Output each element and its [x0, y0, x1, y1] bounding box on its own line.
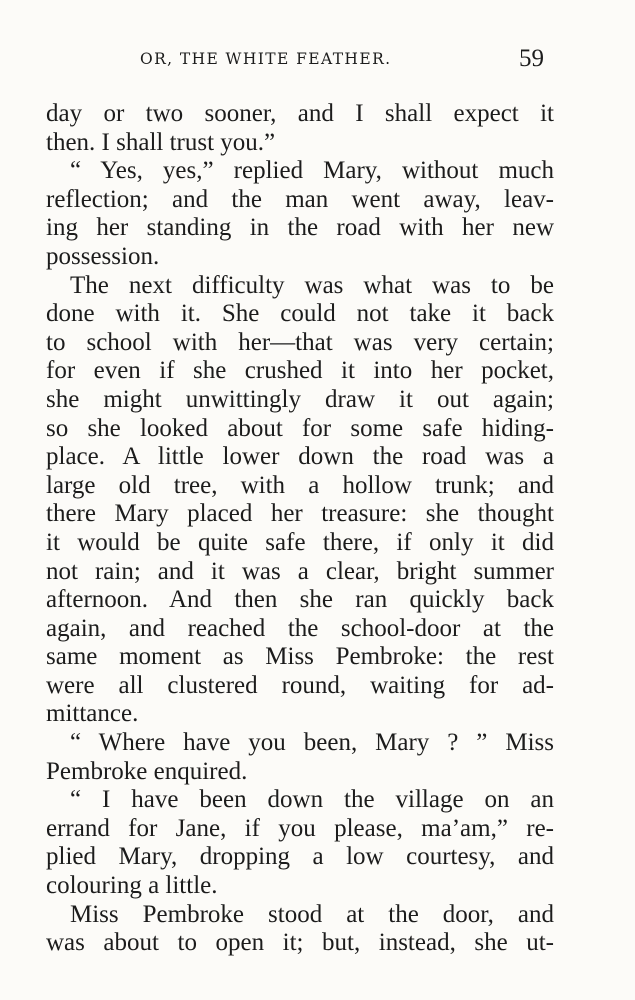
text-line: again, and reached the school-door at the: [46, 614, 554, 642]
body-text: [46, 100, 554, 958]
text-line: The next difficulty was what was to be: [70, 271, 554, 299]
page-number: 59: [519, 45, 544, 72]
text-line: Miss Pembroke stood at the door, and: [70, 900, 554, 928]
text-line: reflection; and the man went away, leav-: [46, 185, 554, 213]
text-line: there Mary placed her treasure: she thought: [46, 500, 554, 528]
text-line: possession.: [46, 242, 160, 270]
running-head: OR, THE WHITE FEATHER.: [140, 50, 392, 68]
text-line: “ Where have you been, Mary ? ” Miss: [70, 729, 554, 757]
text-line: plied Mary, dropping a low courtesy, and: [46, 843, 554, 871]
text-line: for even if she crushed it into her pocket,: [46, 357, 554, 385]
text-line: colouring a little.: [46, 872, 218, 900]
text-line: errand for Jane, if you please, ma’am,” re-: [46, 814, 554, 842]
text-line: then. I shall trust you.”: [46, 128, 276, 156]
text-line: mittance.: [46, 700, 139, 728]
text-line: she might unwittingly draw it out again;: [46, 385, 554, 413]
text-line: “ Yes, yes,” replied Mary, without much: [70, 157, 554, 185]
text-line: place. A little lower down the road was a: [46, 443, 554, 471]
text-line: ing her standing in the road with her new: [46, 214, 554, 242]
text-line: it would be quite safe there, if only it did: [46, 528, 554, 556]
text-line: same moment as Miss Pembroke: the rest: [46, 643, 554, 671]
text-line: was about to open it; but, instead, she ut-: [46, 929, 554, 957]
text-line: so she looked about for some safe hiding-: [46, 414, 554, 442]
text-line: “ I have been down the village on an: [70, 786, 554, 814]
text-line: afternoon. And then she ran quickly back: [46, 586, 554, 614]
text-line: large old tree, with a hollow trunk; and: [46, 471, 554, 499]
text-line: were all clustered round, waiting for ad-: [46, 671, 554, 699]
text-line: Pembroke enquired.: [46, 757, 248, 785]
text-line: to school with her—that was very certain;: [46, 328, 554, 356]
text-line: done with it. She could not take it back: [46, 300, 554, 328]
text-line: day or two sooner, and I shall expect it: [46, 100, 554, 127]
text-line: not rain; and it was a clear, bright summer: [46, 557, 554, 585]
